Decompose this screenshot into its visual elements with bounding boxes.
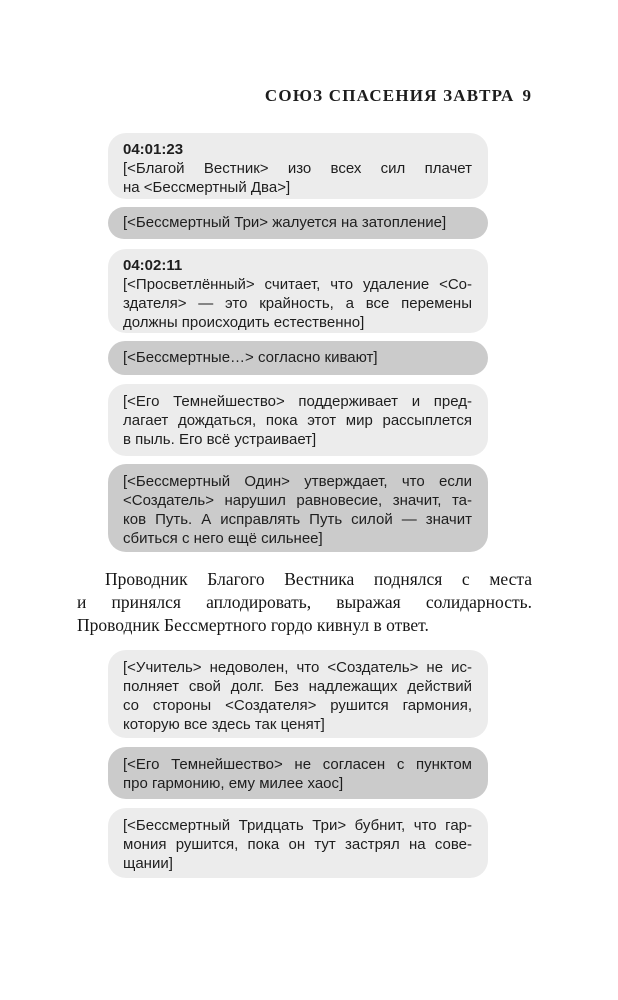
message-line: про гармонию, ему милее хаос]	[123, 775, 344, 792]
message-line: в пыль. Его всё устраивает]	[123, 431, 317, 448]
message-line: [<Бессмертный Один> утверждает, что если	[123, 473, 472, 490]
chat-message	[108, 650, 488, 738]
message-line: которую все здесь так ценят]	[123, 716, 325, 733]
message-line: здателя> — это крайность, а все перемены	[123, 295, 472, 312]
paragraph-line: и принялся аплодировать, выражая солидарность.	[77, 592, 532, 612]
message-line: мония рушится, пока он тут застрял на сове-	[123, 836, 472, 853]
chat-message	[108, 207, 488, 239]
chat-message	[108, 133, 488, 199]
message-line: [<Просветлённый> считает, что удаление <Со-	[123, 276, 472, 293]
message-line: [<Благой Вестник> изо всех сил плачет	[123, 160, 472, 177]
chat-message	[108, 808, 488, 878]
book-title: СОЮЗ СПАСЕНИЯ ЗАВТРА	[264, 86, 515, 105]
chat-message	[108, 464, 488, 552]
chat-message	[108, 249, 488, 333]
chat-message	[108, 747, 488, 799]
message-line: щании]	[123, 855, 173, 872]
message-line: со стороны <Создателя> рушится гармония,	[123, 697, 472, 714]
running-head	[265, 86, 531, 106]
page-number: 9	[522, 86, 531, 105]
message-line: сбиться с него ещё сильнее]	[123, 530, 323, 547]
message-line: [<Его Темнейшество> не согласен с пунктом	[123, 756, 472, 773]
paragraph-line: Проводник Благого Вестника поднялся с места	[105, 569, 532, 589]
message-line: ков Путь. А исправлять Путь силой — значит	[123, 511, 472, 528]
chat-message	[108, 384, 488, 456]
message-line: [<Учитель> недоволен, что <Создатель> не ис-	[123, 659, 472, 676]
narration-paragraph	[77, 568, 532, 637]
message-line: полняет свой долг. Без надлежащих действий	[123, 678, 472, 695]
timestamp: 04:01:23	[123, 141, 184, 158]
message-line: <Создатель> нарушил равновесие, значит, та-	[123, 492, 472, 509]
paragraph-line: Проводник Бессмертного гордо кивнул в ответ.	[77, 615, 429, 635]
chat-message	[108, 341, 488, 375]
message-line: [<Бессмертные…> согласно кивают]	[123, 349, 378, 366]
message-line: должны происходить естественно]	[123, 314, 365, 331]
message-line: лагает дождаться, пока этот мир рассыплется	[123, 412, 472, 429]
message-line: [<Бессмертный Три> жалуется на затопление]	[123, 214, 447, 231]
message-line: [<Бессмертный Тридцать Три> бубнит, что гар-	[123, 817, 472, 834]
timestamp: 04:02:11	[123, 257, 183, 274]
message-line: на <Бессмертный Два>]	[123, 179, 291, 196]
message-line: [<Его Темнейшество> поддерживает и пред-	[123, 393, 472, 410]
